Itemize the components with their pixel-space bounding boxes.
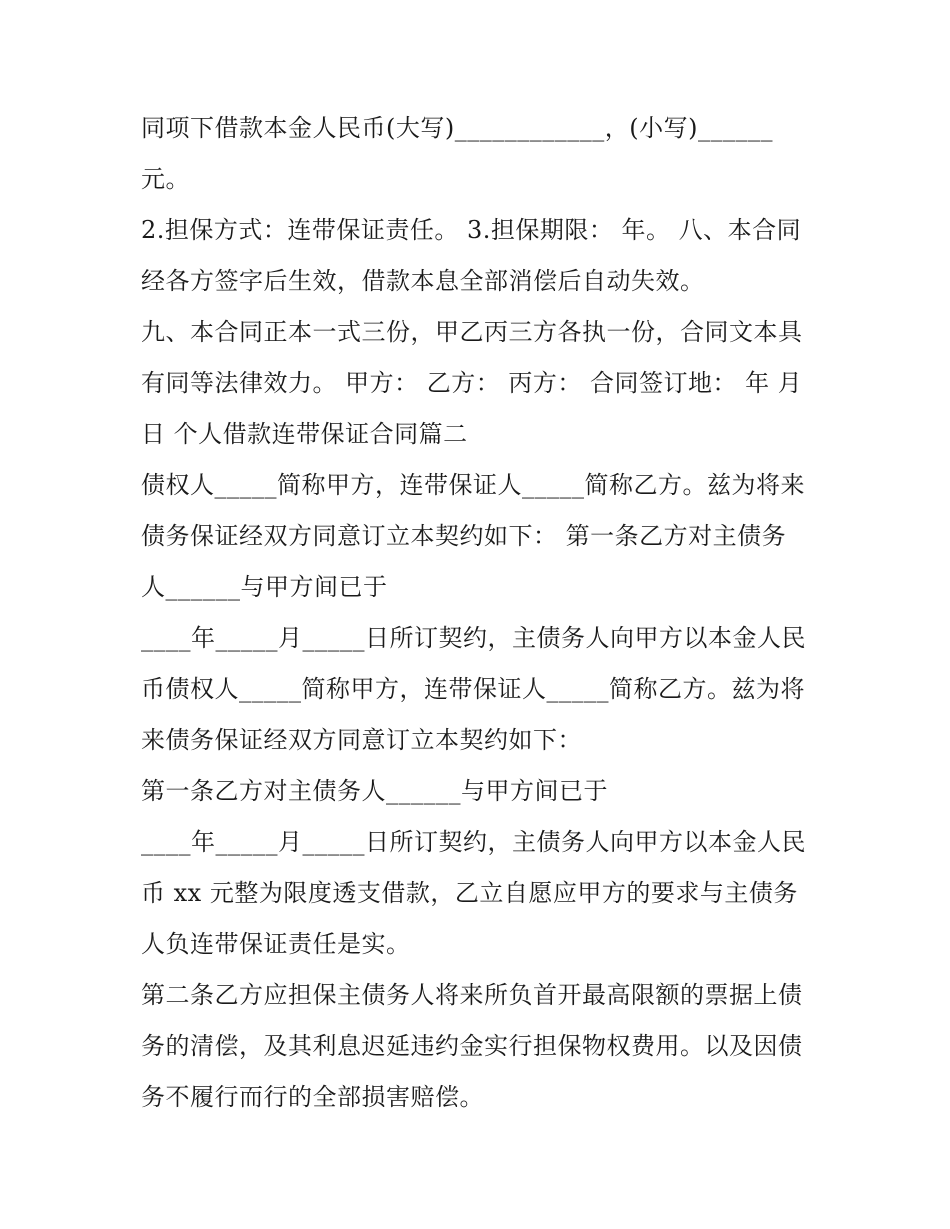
text-line: 2.担保方式：连带保证责任。 3.担保期限： 年。 八、本合同 <box>141 216 802 244</box>
text-line: 经各方签字后生效，借款本息全部消偿后自动失效。 <box>141 267 705 295</box>
text-line: ____年_____月_____日所订契约，主债务人向甲方以本金人民 <box>141 624 806 652</box>
text-line: 币 xx 元整为限度透支借款，乙立自愿应甲方的要求与主债务 <box>141 879 798 907</box>
text-line: 来债务保证经双方同意订立本契约如下： <box>141 726 582 754</box>
text-line: 有同等法律效力。 甲方： 乙方： 丙方： 合同签订地： 年 月 <box>141 369 803 397</box>
text-line: 第二条乙方应担保主债务人将来所负首开最高限额的票据上债 <box>141 981 803 1009</box>
text-line: 债务保证经双方同意订立本契约如下： 第一条乙方对主债务 <box>141 522 787 550</box>
text-line: 务不履行而行的全部损害赔偿。 <box>141 1083 484 1111</box>
text-line: 债权人_____简称甲方，连带保证人_____简称乙方。兹为将来 <box>141 471 805 499</box>
text-line: 币债权人_____简称甲方，连带保证人_____简称乙方。兹为将 <box>141 675 805 703</box>
document-body <box>141 103 821 1123</box>
text-line: 第一条乙方对主债务人______与甲方间已于 <box>141 777 608 805</box>
text-line: ____年_____月_____日所订契约，主债务人向甲方以本金人民 <box>141 828 806 856</box>
text-line: 元。 <box>141 165 190 193</box>
text-line: 同项下借款本金人民币(大写)____________，(小写)______ <box>141 114 773 142</box>
text-line: 九、本合同正本一式三份，甲乙丙三方各执一份，合同文本具 <box>141 318 803 346</box>
text-line: 日 个人借款连带保证合同篇二 <box>141 420 468 448</box>
text-line: 人负连带保证责任是实。 <box>141 930 411 958</box>
text-line: 人______与甲方间已于 <box>141 573 388 601</box>
text-line: 务的清偿，及其利息迟延违约金实行担保物权费用。以及因债 <box>141 1032 803 1060</box>
